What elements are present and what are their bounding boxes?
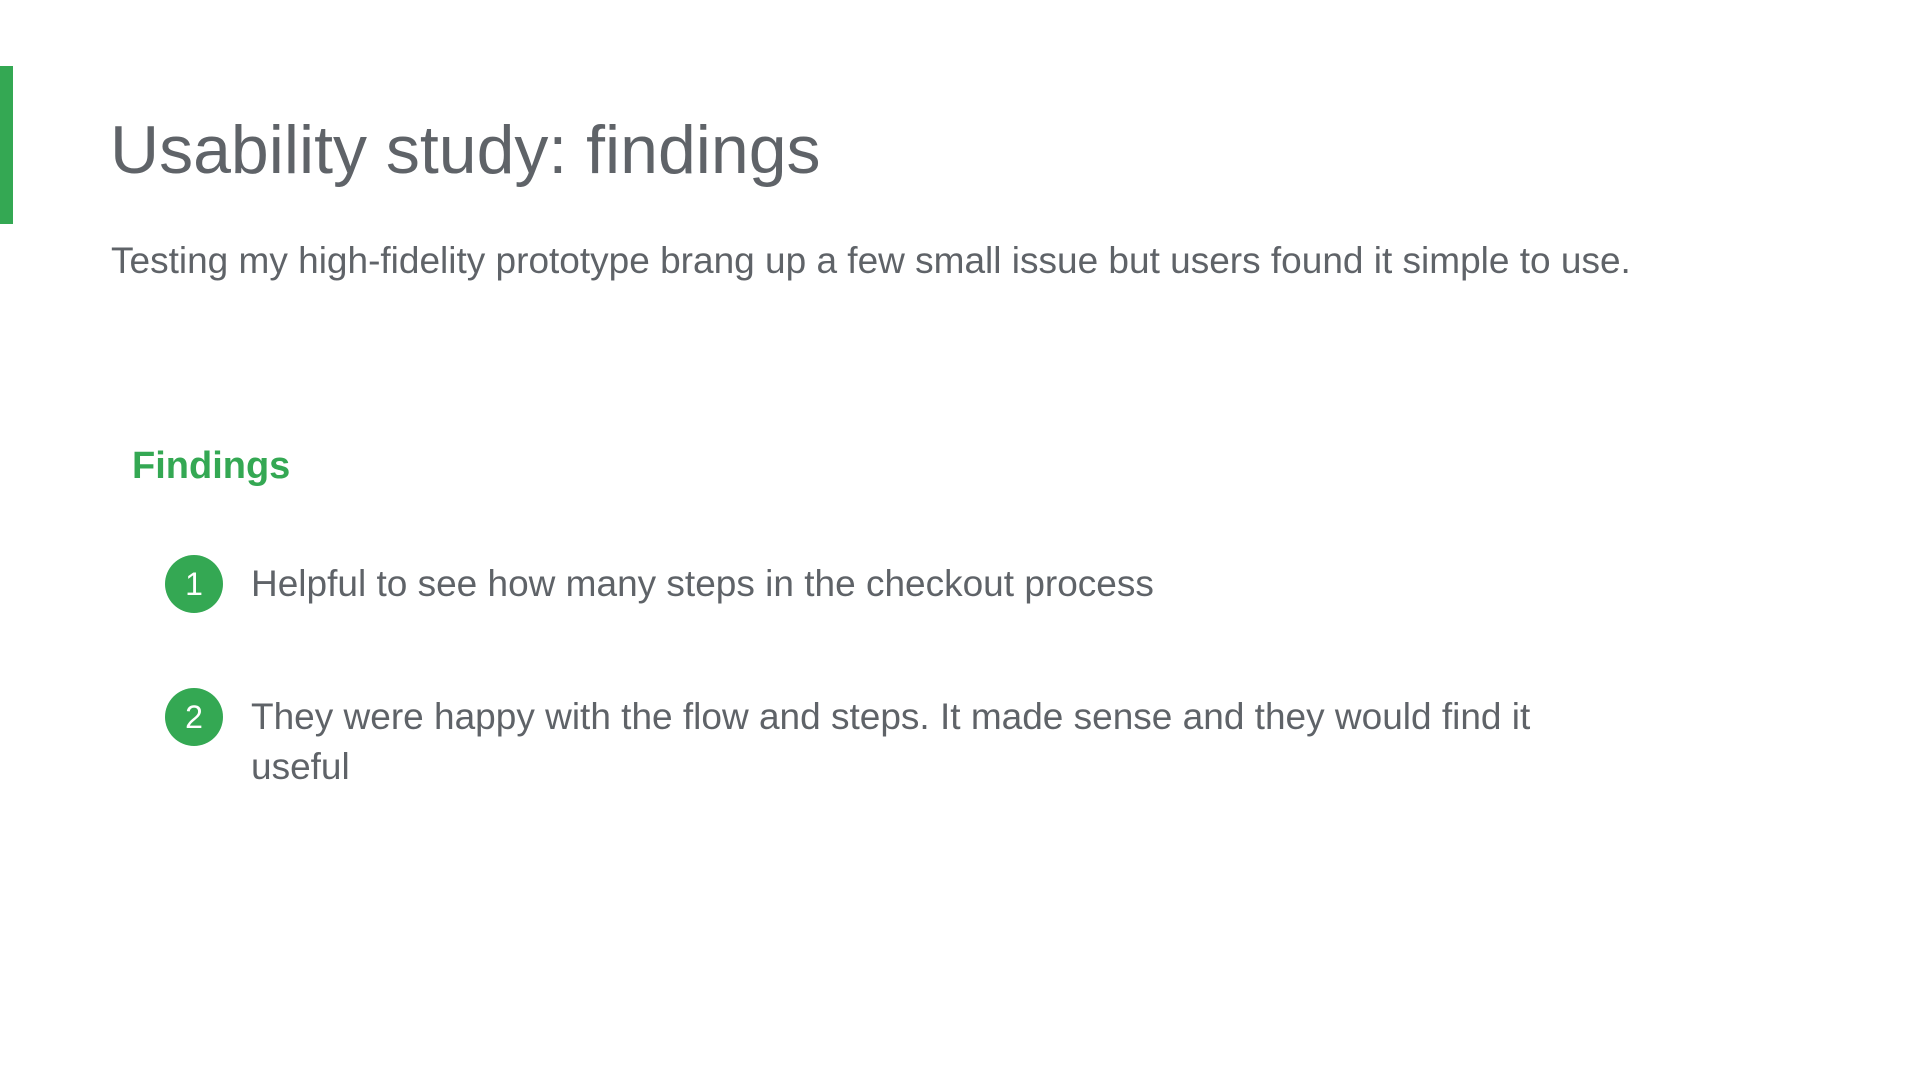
finding-text-1: Helpful to see how many steps in the checkout process [251,563,1154,604]
findings-heading: Findings [132,445,291,487]
number-badge-2: 2 [165,688,223,746]
number-badge-1: 1 [165,555,223,613]
page-title: Usability study: findings [110,112,821,188]
page-subtitle: Testing my high-fidelity prototype brang up a few small issue but users found it simple to use. [111,240,1631,281]
finding-item-2 [165,688,1551,792]
accent-bar [0,66,13,224]
finding-item-1 [165,555,1551,613]
finding-text-2: They were happy with the flow and steps. It made sense and they would find it useful [251,696,1531,787]
